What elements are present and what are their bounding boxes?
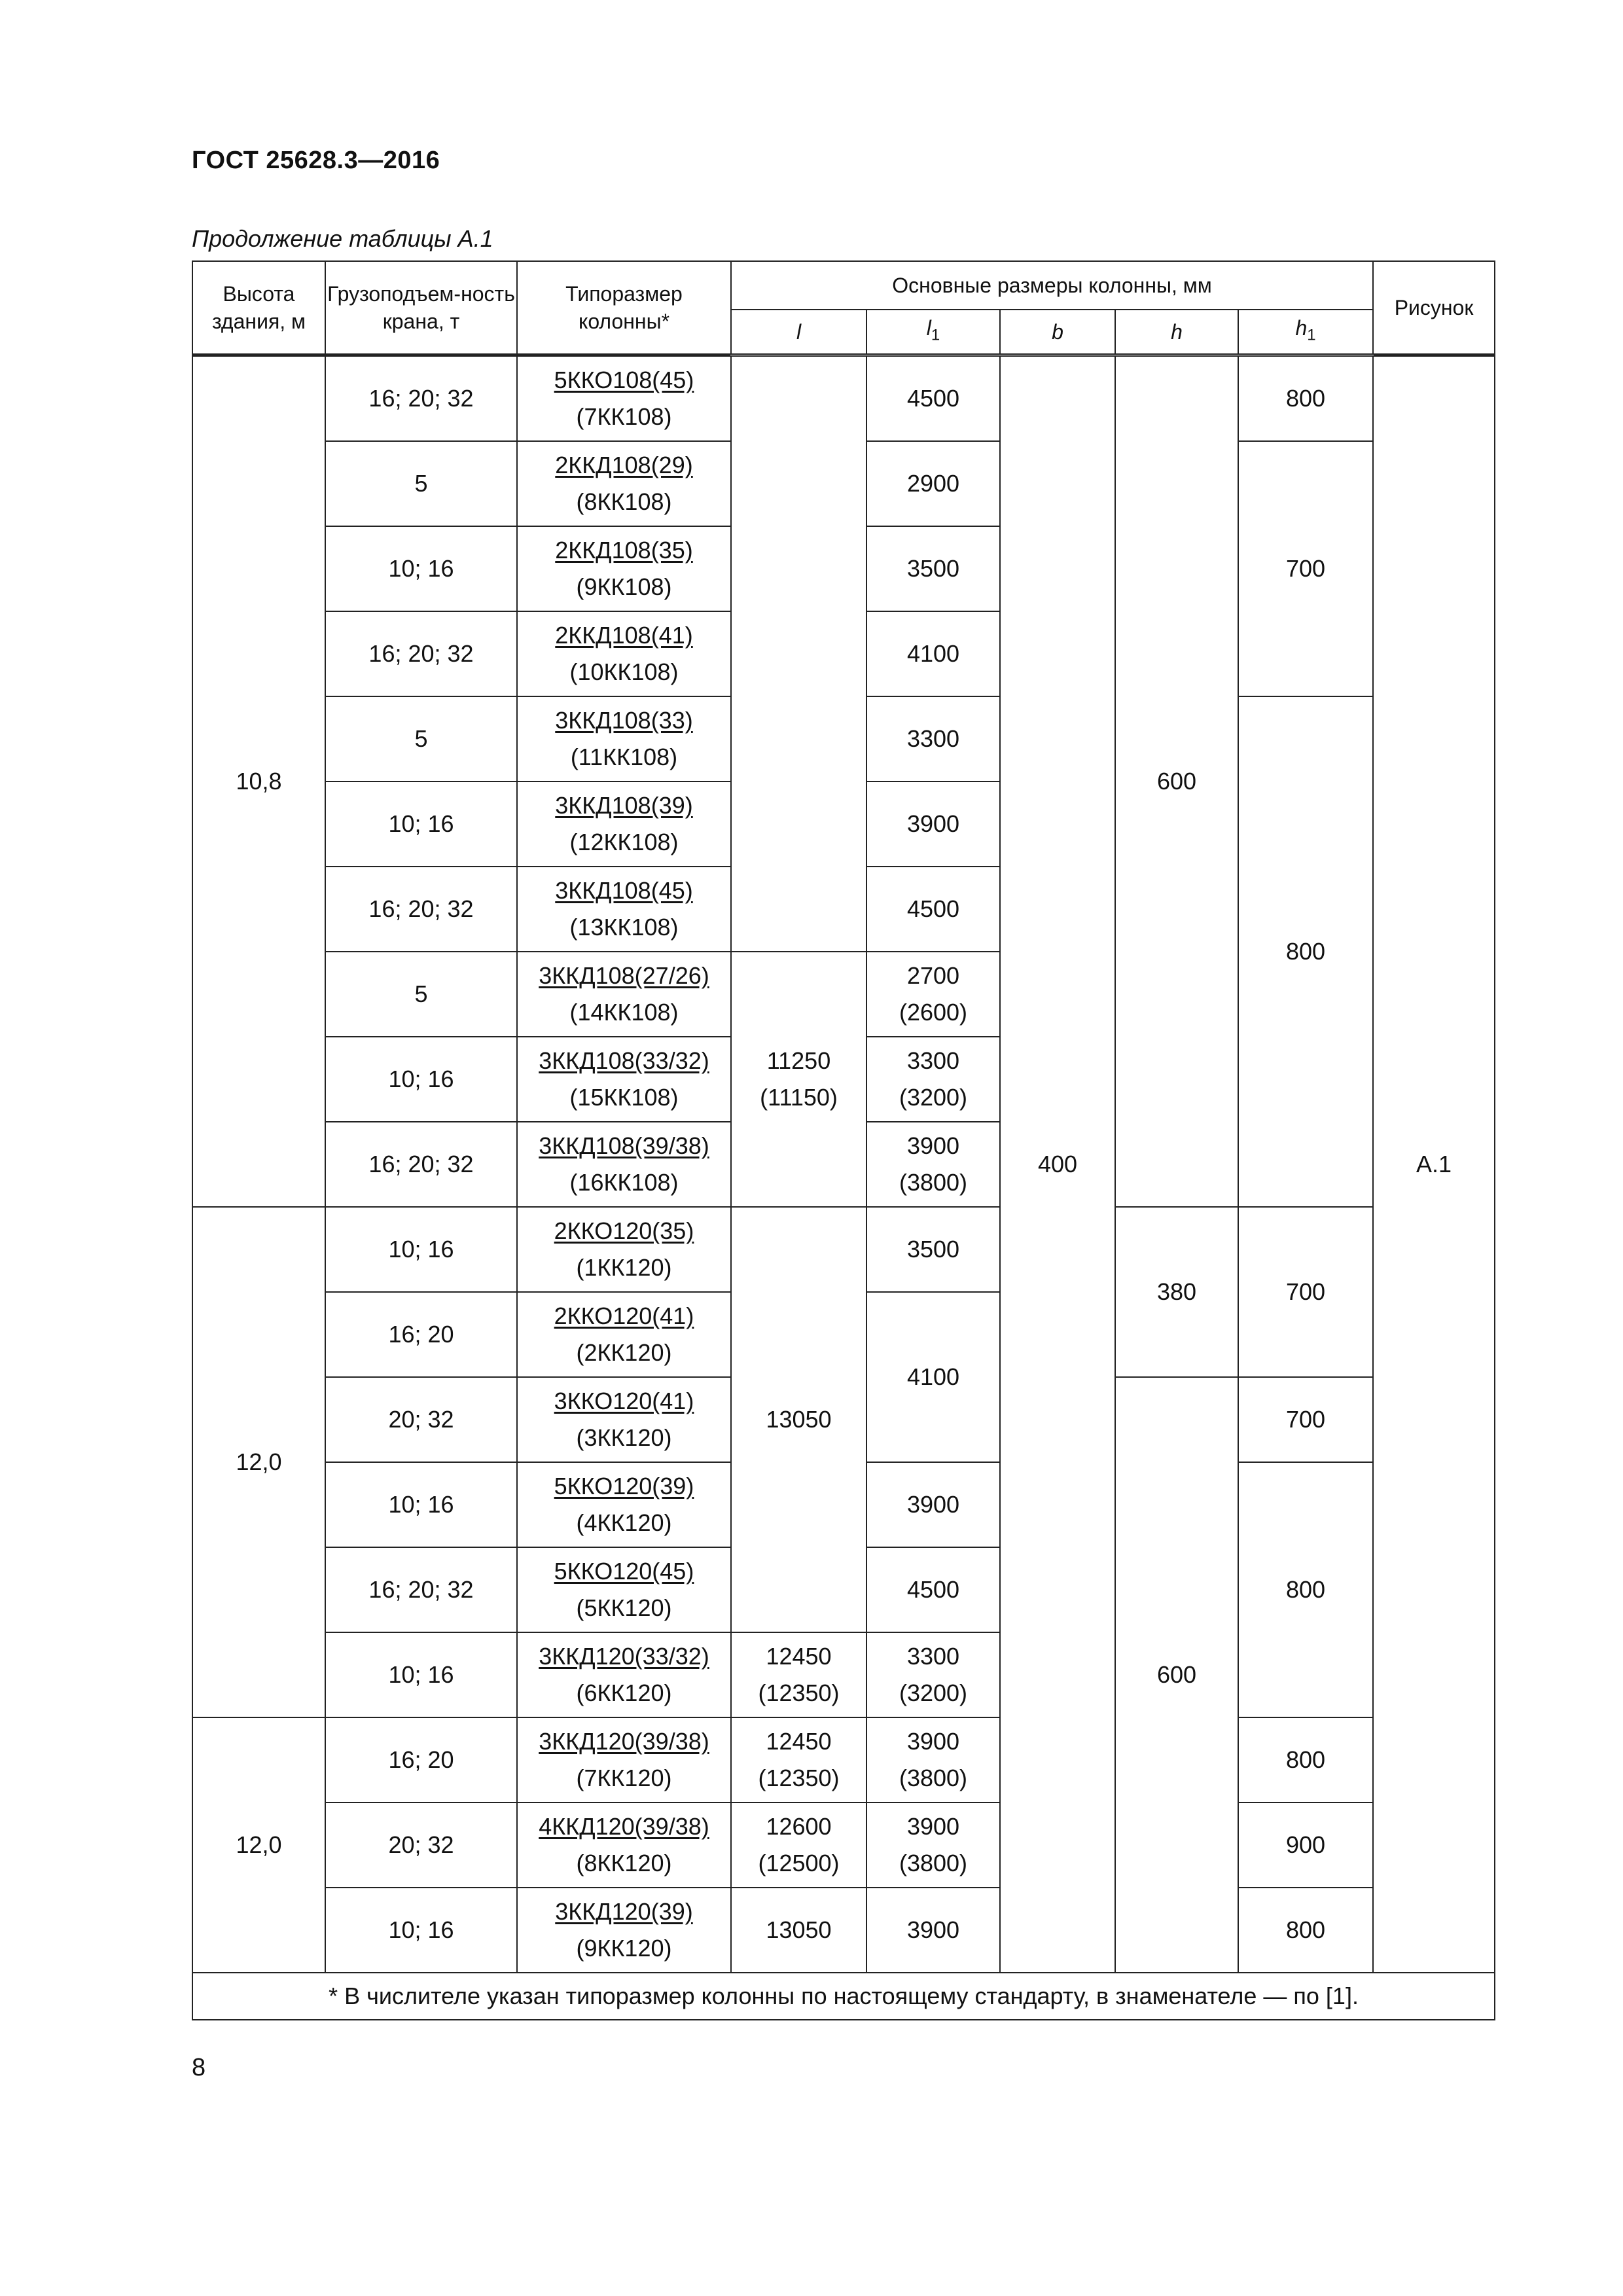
capacity-cell: 10; 16 [325,1037,517,1122]
size-cell: 3ККД108(33) (11КК108) [517,696,731,781]
l-cell: 12450 (12350) [731,1632,866,1717]
header-height: Высота здания, м [192,261,325,355]
figure-cell: А.1 [1373,355,1495,1973]
header-b: b [1000,310,1115,355]
capacity-cell: 10; 16 [325,1462,517,1547]
table-row [192,355,1495,442]
document-title: ГОСТ 25628.3—2016 [192,147,440,174]
l1-cell: 2700 (2600) [866,952,1000,1037]
h1-cell: 700 [1238,1207,1373,1377]
footnote-row [192,1973,1495,2020]
size-cell: 3ККД120(33/32) (6КК120) [517,1632,731,1717]
h-cell: 600 [1115,1377,1238,1973]
height-cell: 12,0 [192,1207,325,1717]
header-l: l [731,310,866,355]
l-cell: 13050 [731,1207,866,1632]
size-cell: 3ККД108(27/26) (14КК108) [517,952,731,1037]
columns-table [192,260,1495,2020]
h1-cell: 800 [1238,1462,1373,1717]
l1-cell: 3300 (3200) [866,1037,1000,1122]
l1-cell: 3300 (3200) [866,1632,1000,1717]
capacity-cell: 20; 32 [325,1803,517,1888]
header-h1: $h_1$ [1238,310,1373,355]
footnote: * В числителе указан типоразмер колонны по настоящему стандарту, в знаменателе — по [1]. [192,1973,1495,2020]
h1-cell: 900 [1238,1803,1373,1888]
l1-cell: 4500 [866,1547,1000,1632]
height-cell: 10,8 [192,355,325,1208]
size-cell: 3ККО120(41) (3КК120) [517,1377,731,1462]
l1-cell: 3900 [866,1462,1000,1547]
size-cell: 2ККД108(35) (9КК108) [517,526,731,611]
h1-cell: 800 [1238,355,1373,442]
l1-cell: 3900 (3800) [866,1717,1000,1803]
size-cell: 3ККД120(39/38) (7КК120) [517,1717,731,1803]
header-l1: $l_1$ [866,310,1000,355]
capacity-cell: 16; 20; 32 [325,355,517,442]
size-cell: 3ККД120(39) (9КК120) [517,1888,731,1973]
h1-cell: 700 [1238,441,1373,696]
size-cell: 5ККО108(45) (7КК108) [517,355,731,442]
l-cell: 11250 (11150) [731,952,866,1207]
l1-cell: 4100 [866,611,1000,696]
size-cell: 3ККД108(33/32) (15КК108) [517,1037,731,1122]
capacity-cell: 10; 16 [325,1207,517,1292]
size-cell: 2ККД108(41) (10КК108) [517,611,731,696]
h1-cell: 800 [1238,696,1373,1207]
height-cell: 12,0 [192,1717,325,1973]
capacity-cell: 16; 20; 32 [325,867,517,952]
header-size: Типоразмер колонны* [517,261,731,355]
size-cell: 5ККО120(39) (4КК120) [517,1462,731,1547]
b-cell: 400 [1000,355,1115,1973]
l1-cell: 4100 [866,1292,1000,1462]
size-cell: 3ККД108(39/38) (16КК108) [517,1122,731,1207]
header-capacity: Грузоподъем-ность крана, т [325,261,517,355]
l1-cell: 3500 [866,526,1000,611]
l1-cell: 3500 [866,1207,1000,1292]
h-cell: 600 [1115,355,1238,1208]
l1-cell: 4500 [866,355,1000,442]
l1-cell: 3300 [866,696,1000,781]
l1-cell: 3900 (3800) [866,1122,1000,1207]
size-cell: 4ККД120(39/38) (8КК120) [517,1803,731,1888]
h1-cell: 800 [1238,1717,1373,1803]
capacity-cell: 20; 32 [325,1377,517,1462]
capacity-cell: 5 [325,952,517,1037]
page-number: 8 [192,2054,206,2081]
l1-cell: 4500 [866,867,1000,952]
table-caption: Продолжение таблицы А.1 [192,225,493,252]
capacity-cell: 5 [325,441,517,526]
size-cell: 3ККД108(39) (12КК108) [517,781,731,867]
l-cell: 12600 (12500) [731,1803,866,1888]
size-cell: 2ККД108(29) (8КК108) [517,441,731,526]
size-cell: 3ККД108(45) (13КК108) [517,867,731,952]
capacity-cell: 10; 16 [325,526,517,611]
header-h: h [1115,310,1238,355]
h1-cell: 800 [1238,1888,1373,1973]
table-row [192,1888,1495,1973]
capacity-cell: 10; 16 [325,1632,517,1717]
h1-cell: 700 [1238,1377,1373,1462]
capacity-cell: 16; 20; 32 [325,1122,517,1207]
l1-cell: 3900 (3800) [866,1803,1000,1888]
table-row [192,1803,1495,1888]
l-cell: 12450 (12350) [731,1717,866,1803]
capacity-cell: 16; 20 [325,1717,517,1803]
l1-cell: 3900 [866,1888,1000,1973]
l1-cell: 3900 [866,781,1000,867]
l-cell [731,355,866,952]
size-cell: 2ККО120(41) (2КК120) [517,1292,731,1377]
capacity-cell: 10; 16 [325,781,517,867]
capacity-cell: 16; 20; 32 [325,1547,517,1632]
capacity-cell: 16; 20; 32 [325,611,517,696]
size-cell: 5ККО120(45) (5КК120) [517,1547,731,1632]
header-figure: Рисунок [1373,261,1495,355]
table-row [192,1717,1495,1803]
header-dimensions: Основные размеры колонны, мм [731,261,1373,310]
h-cell: 380 [1115,1207,1238,1377]
capacity-cell: 5 [325,696,517,781]
capacity-cell: 16; 20 [325,1292,517,1377]
capacity-cell: 10; 16 [325,1888,517,1973]
l-cell: 13050 [731,1888,866,1973]
l1-cell: 2900 [866,441,1000,526]
size-cell: 2ККО120(35) (1КК120) [517,1207,731,1292]
table-row [192,1207,1495,1292]
